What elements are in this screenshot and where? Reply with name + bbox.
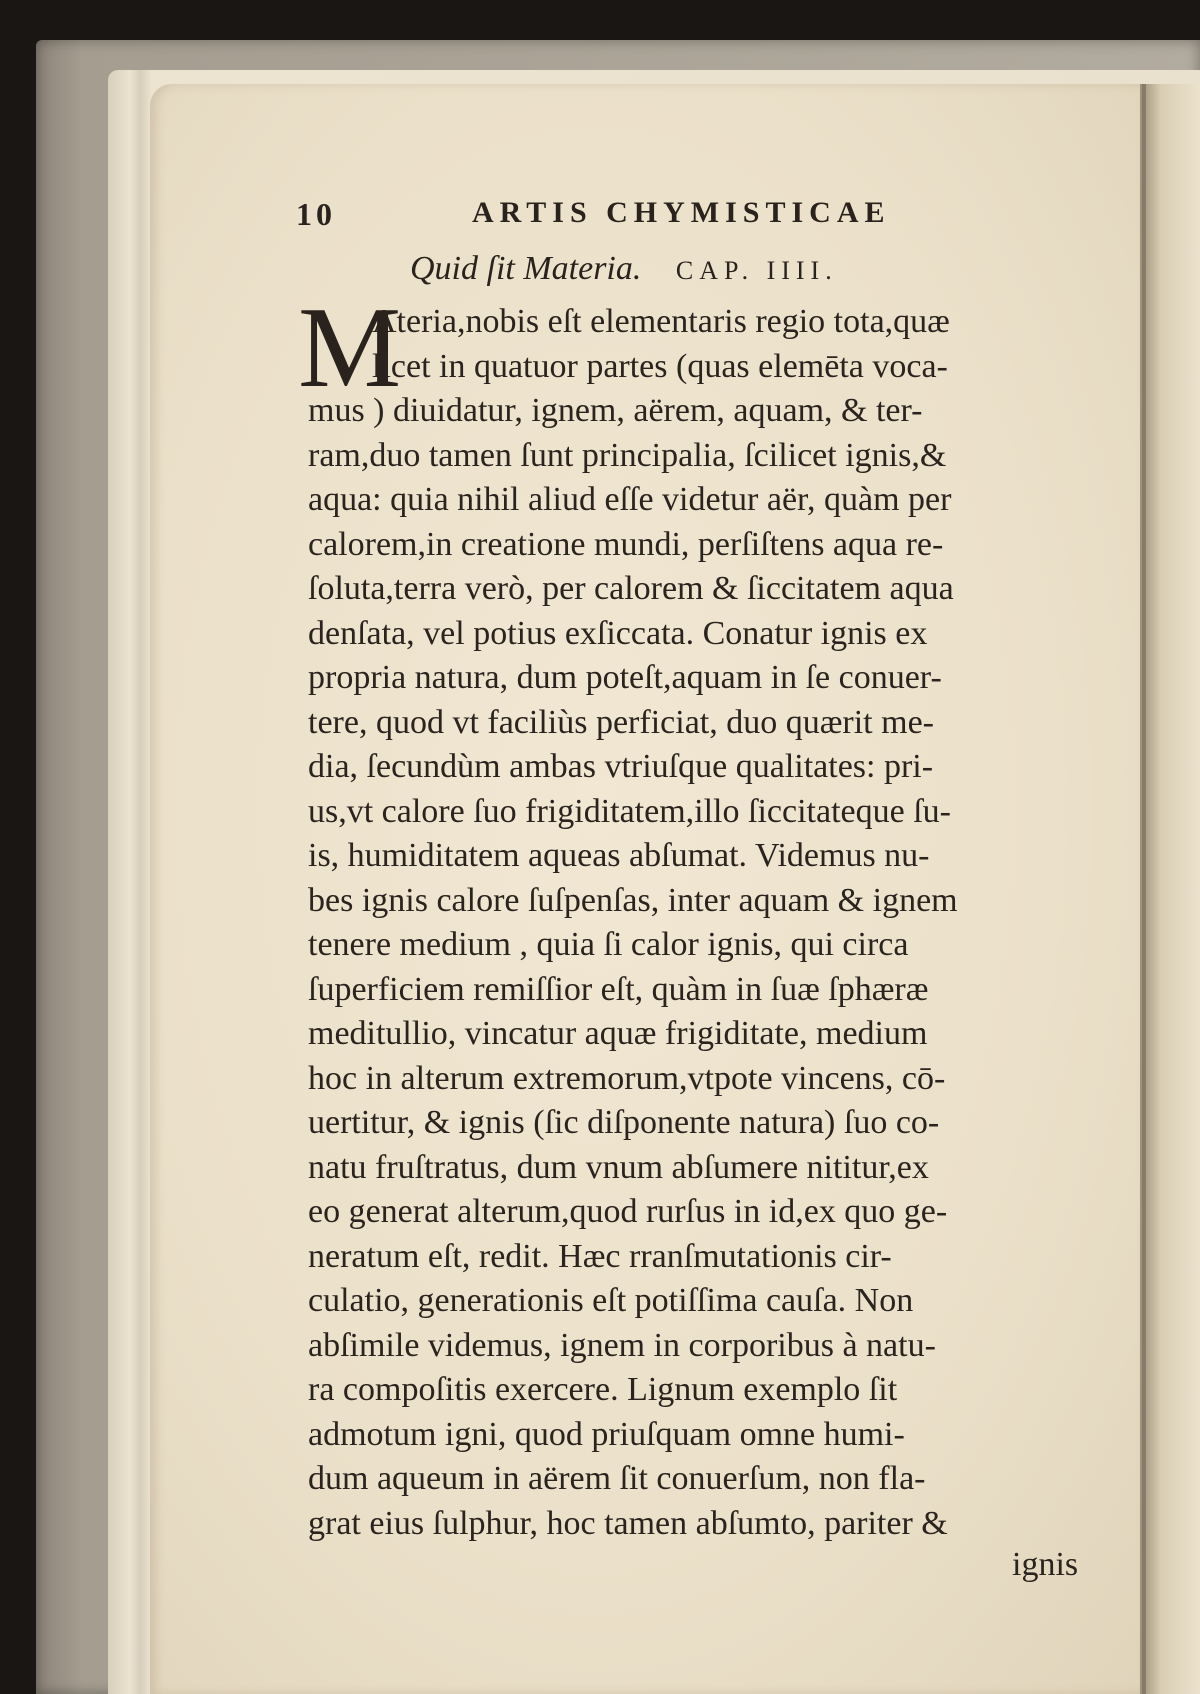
gutter-shadow xyxy=(1142,84,1146,1694)
text-line: ſuperficiem remiſſior eſt, quàm in ſuæ ſphæræ xyxy=(308,970,929,1008)
page-header xyxy=(296,196,1096,246)
text-line: tenere medium , quia ſi calor ignis, qui circa xyxy=(308,926,909,963)
text-line: eo generat alterum,quod rurſus in id,ex quo ge- xyxy=(308,1193,948,1230)
text-line: uertitur, & ignis (ſic diſponente natura) ſuo co- xyxy=(308,1104,940,1141)
text-line: ra compoſitis exercere. Lignum exemplo ſit xyxy=(308,1371,898,1408)
chapter-heading xyxy=(410,250,1110,296)
text-line: licet in quatuor partes (quas elemēta voca- xyxy=(372,347,948,385)
book-gutter xyxy=(1140,84,1200,1694)
drop-cap: M xyxy=(298,284,402,412)
text-line: ram,duo tamen ſunt principalia, ſcilicet ignis,& xyxy=(308,436,947,474)
text-line: tere, quod vt faciliùs perficiat, duo quærit me- xyxy=(308,703,934,741)
text-line: mus ) diuidatur, ignem, aërem, aquam, & ter- xyxy=(308,392,923,429)
text-line: dia, ſecundùm ambas vtriuſque qualitates: pri- xyxy=(308,748,934,785)
text-line: aqua: quia nihil aliud eſſe videtur aër, quàm per xyxy=(308,481,952,518)
chapter-number: CAP. IIII. xyxy=(675,256,838,285)
text-line: us,vt calore ſuo frigiditatem,illo ſiccitateque ſu- xyxy=(308,792,951,830)
text-line: propria natura, dum poteſt,aquam in ſe conuer- xyxy=(308,659,942,696)
text-line: Ateria,nobis eſt elementaris regio tota,quæ xyxy=(372,303,950,340)
text-line: ſoluta,terra verò, per calorem & ſiccitatem aqua xyxy=(308,570,954,607)
text-line: calorem,in creatione mundi, perſiſtens aqua re- xyxy=(308,525,944,563)
text-line: natu fruſtratus, dum vnum abſumere nititur,ex xyxy=(308,1148,929,1186)
text-line: abſimile videmus, ignem in corporibus à natu- xyxy=(308,1326,936,1364)
text-line: meditullio, vincatur aquæ frigiditate, medium xyxy=(308,1015,928,1052)
text-line: grat eius ſulphur, hoc tamen abſumto, pariter & xyxy=(308,1504,948,1542)
text-line: bes ignis calore ſuſpenſas, inter aquam & ignem xyxy=(308,881,958,919)
text-line: culatio, generationis eſt potiſſima cauſa. Non xyxy=(308,1282,914,1319)
text-line: hoc in alterum extremorum,vtpote vincens, cō- xyxy=(308,1059,946,1097)
text-line: is, humiditatem aqueas abſumat. Videmus nu- xyxy=(308,837,930,874)
chapter-title: Quid ſit Materia. xyxy=(410,250,642,287)
running-head: ARTIS CHYMISTICAE xyxy=(472,196,891,229)
catchword: ignis xyxy=(1012,1546,1079,1583)
page-number: 10 xyxy=(296,196,336,232)
text-line: neratum eſt, redit. Hæc rranſmutationis cir- xyxy=(308,1237,892,1275)
text-line: dum aqueum in aërem ſit conuerſum, non fla- xyxy=(308,1460,926,1497)
body-text xyxy=(308,300,1088,1546)
text-line: denſata, vel potius exſiccata. Conatur ignis ex xyxy=(308,614,928,652)
text-line: admotum igni, quod priuſquam omne humi- xyxy=(308,1415,905,1453)
